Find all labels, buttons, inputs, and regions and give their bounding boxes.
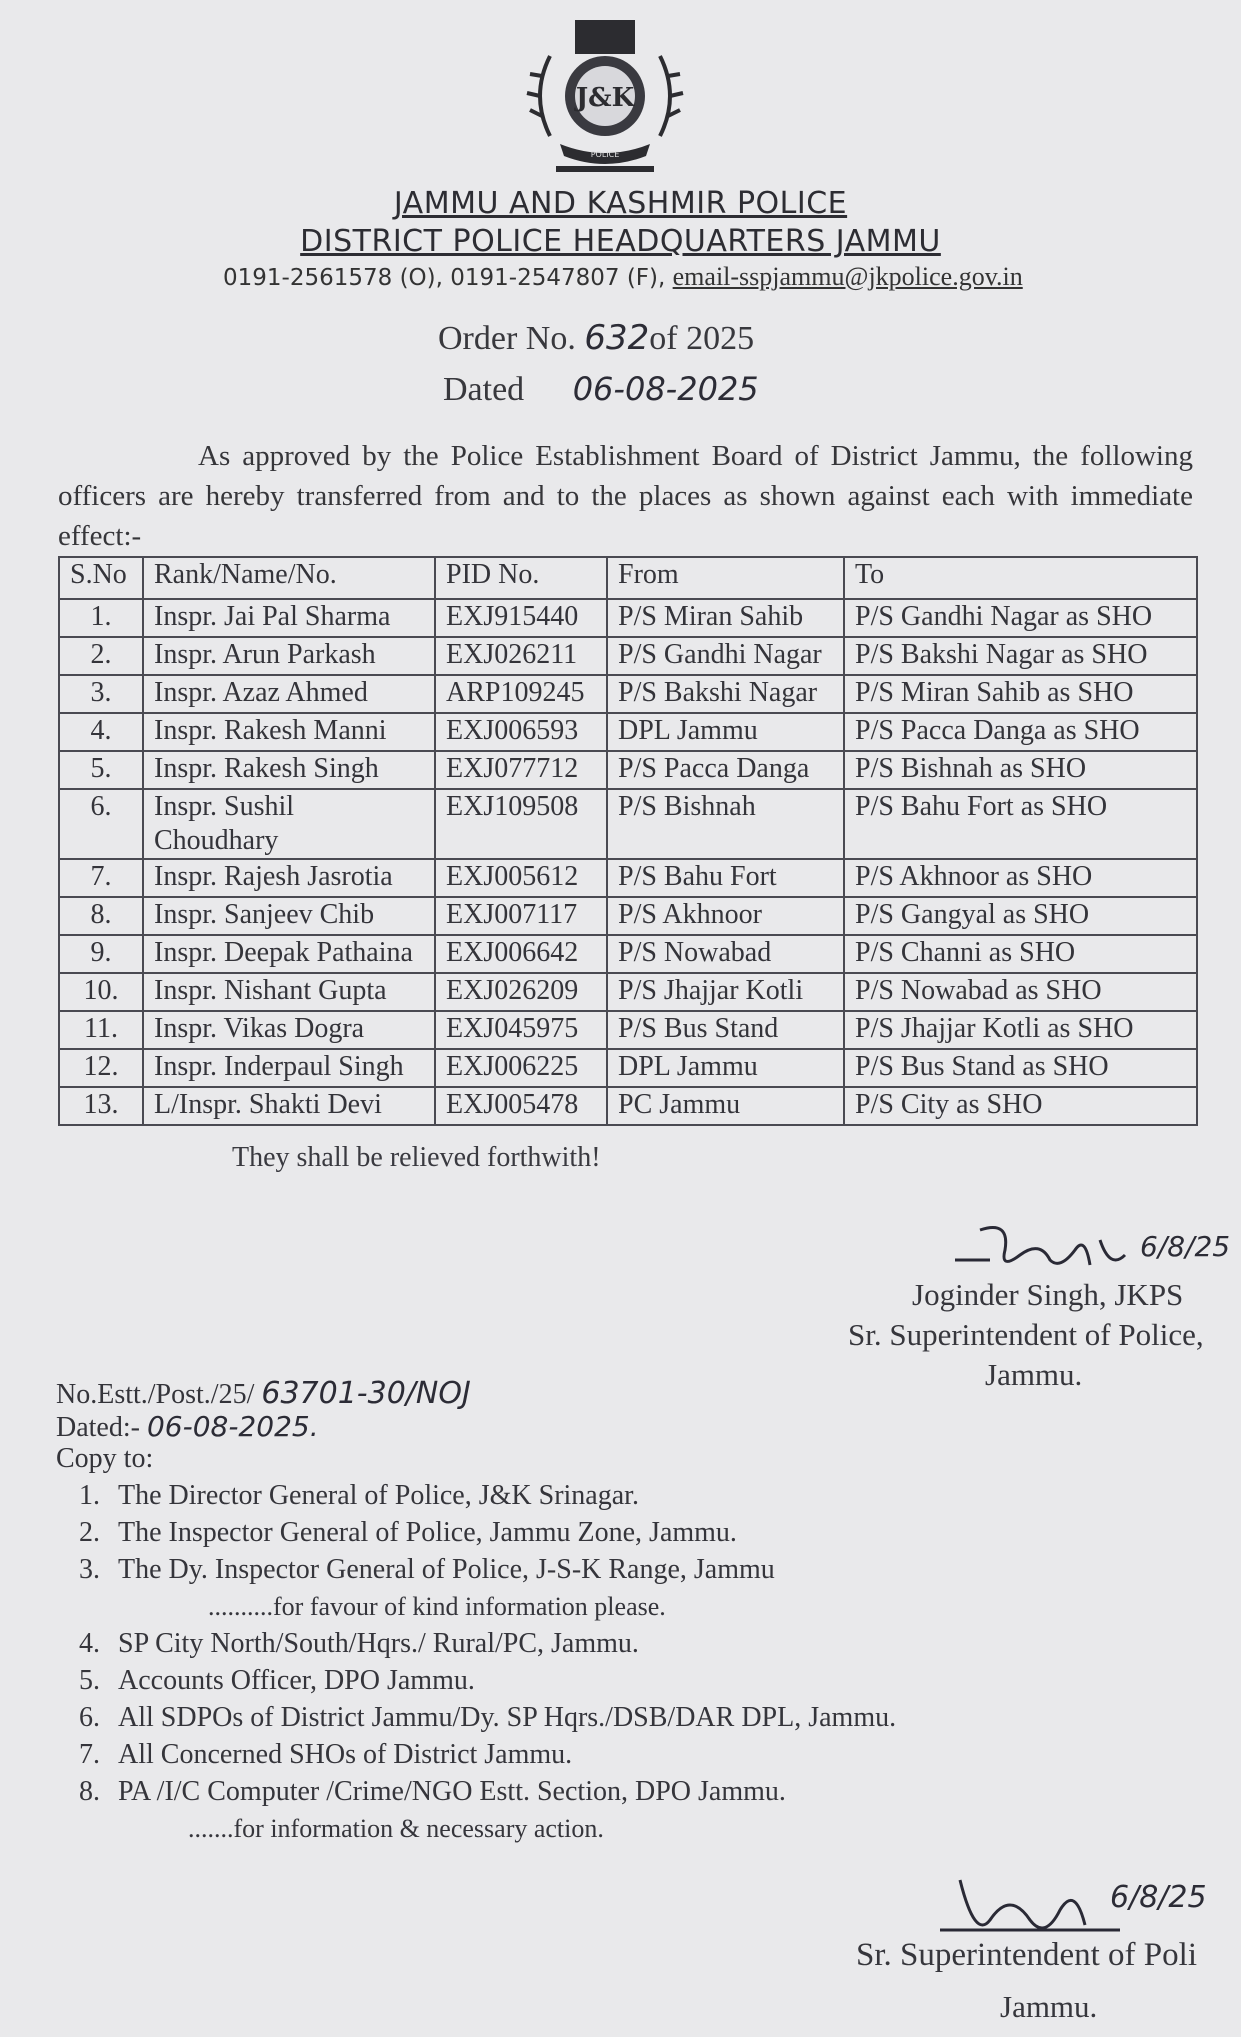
cell-from: P/S Pacca Danga (607, 751, 844, 789)
table-row (59, 713, 1197, 751)
cell-to: P/S Gangyal as SHO (844, 897, 1197, 935)
cell-pid: EXJ026209 (435, 973, 607, 1011)
col-from: From (607, 557, 844, 599)
list-item: 4. SP City North/South/Hqrs./ Rural/PC, Jammu. (79, 1628, 639, 1659)
endorsement-date (56, 1410, 319, 1444)
cell-pid: EXJ005612 (435, 859, 607, 897)
cell-sno: 8. (59, 897, 143, 935)
signatory-2-designation: Sr. Superintendent of Poli (856, 1937, 1197, 1973)
table-header-row (59, 557, 1197, 599)
table-row (59, 859, 1197, 897)
cell-from: DPL Jammu (607, 713, 844, 751)
copy-to-list (58, 1478, 1058, 1848)
cell-to: P/S Bahu Fort as SHO (844, 789, 1197, 859)
dated-label: Dated (443, 371, 525, 408)
cell-from: P/S Miran Sahib (607, 599, 844, 637)
table-row (59, 1087, 1197, 1125)
order-number-line (438, 318, 754, 358)
phone-office: 0191-2561578 (O), (223, 265, 443, 291)
signature-2-date: 6/8/25 (1110, 1880, 1207, 1915)
cell-sno: 5. (59, 751, 143, 789)
contact-line (223, 262, 1023, 292)
col-to: To (844, 557, 1197, 599)
cell-sno: 10. (59, 973, 143, 1011)
signatory-designation: Sr. Superintendent of Police, (848, 1317, 1204, 1352)
cell-name: Inspr. Nishant Gupta (143, 973, 435, 1011)
cell-pid: EXJ006225 (435, 1049, 607, 1087)
list-item: 2. The Inspector General of Police, Jammu Zone, Jammu. (79, 1517, 737, 1548)
order-suffix: of 2025 (649, 320, 755, 357)
order-date: 06-08-2025 (572, 370, 759, 408)
intro-paragraph (58, 436, 1193, 556)
cell-pid: EXJ007117 (435, 897, 607, 935)
cell-sno: 7. (59, 859, 143, 897)
cell-from: P/S Jhajjar Kotli (607, 973, 844, 1011)
relieve-note: They shall be relieved forthwith! (232, 1142, 601, 1173)
cell-to: P/S City as SHO (844, 1087, 1197, 1125)
cell-sno: 11. (59, 1011, 143, 1049)
cell-pid: EXJ006593 (435, 713, 607, 751)
cell-to: P/S Bakshi Nagar as SHO (844, 637, 1197, 675)
endorsement-number (56, 1376, 471, 1411)
list-item: 8. PA /I/C Computer /Crime/NGO Estt. Section, DPO Jammu. (79, 1776, 786, 1807)
cell-from: P/S Akhnoor (607, 897, 844, 935)
svg-text:POLICE: POLICE (590, 150, 620, 159)
list-item: 6. All SDPOs of District Jammu/Dy. SP Hqrs./DSB/DAR DPL, Jammu. (79, 1702, 897, 1733)
cell-to: P/S Bus Stand as SHO (844, 1049, 1197, 1087)
cell-to: P/S Gandhi Nagar as SHO (844, 599, 1197, 637)
office-title: DISTRICT POLICE HEADQUARTERS JAMMU (300, 224, 941, 259)
cell-pid: EXJ045975 (435, 1011, 607, 1049)
cell-pid: EXJ109508 (435, 789, 607, 859)
cell-pid: EXJ077712 (435, 751, 607, 789)
cell-from: P/S Nowabad (607, 935, 844, 973)
copy-note-2: .......for information & necessary action. (188, 1814, 604, 1843)
cell-from: P/S Bahu Fort (607, 859, 844, 897)
cell-name: Inspr. Azaz Ahmed (143, 675, 435, 713)
table-row (59, 897, 1197, 935)
endorsement-no-value: 63701-30/NOJ (261, 1376, 471, 1411)
cell-name: Inspr. Sanjeev Chib (143, 897, 435, 935)
cell-sno: 13. (59, 1087, 143, 1125)
table-row (59, 675, 1197, 713)
transfer-table (58, 556, 1198, 1126)
copy-to-label: Copy to: (56, 1443, 154, 1474)
cell-name: Inspr. Rakesh Singh (143, 751, 435, 789)
jk-police-emblem-icon (520, 16, 690, 174)
svg-text:J&K: J&K (575, 83, 635, 113)
cell-to: P/S Bishnah as SHO (844, 751, 1197, 789)
cell-name: Inspr. Rajesh Jasrotia (143, 859, 435, 897)
table-row (59, 1049, 1197, 1087)
table-row (59, 973, 1197, 1011)
list-item: 1. The Director General of Police, J&K Srinagar. (79, 1480, 639, 1511)
phone-fax: 0191-2547807 (F), (450, 265, 666, 291)
col-pid: PID No. (435, 557, 607, 599)
signatory-name: Joginder Singh, JKPS (912, 1277, 1184, 1312)
cell-to: P/S Jhajjar Kotli as SHO (844, 1011, 1197, 1049)
cell-to: P/S Channi as SHO (844, 935, 1197, 973)
endorsement-dated-value: 06-08-2025. (146, 1410, 319, 1443)
cell-sno: 9. (59, 935, 143, 973)
cell-name: L/Inspr. Shakti Devi (143, 1087, 435, 1125)
table-row (59, 637, 1197, 675)
cell-to: P/S Miran Sahib as SHO (844, 675, 1197, 713)
cell-sno: 6. (59, 789, 143, 859)
list-item: 7. All Concerned SHOs of District Jammu. (79, 1739, 573, 1770)
cell-to: P/S Akhnoor as SHO (844, 859, 1197, 897)
cell-sno: 12. (59, 1049, 143, 1087)
cell-sno: 2. (59, 637, 143, 675)
cell-from: PC Jammu (607, 1087, 844, 1125)
cell-name: Inspr. Inderpaul Singh (143, 1049, 435, 1087)
cell-sno: 3. (59, 675, 143, 713)
table-row (59, 935, 1197, 973)
cell-to: P/S Pacca Danga as SHO (844, 713, 1197, 751)
signatory-2-place: Jammu. (1000, 1989, 1098, 2024)
cell-pid: EXJ026211 (435, 637, 607, 675)
list-item: 5. Accounts Officer, DPO Jammu. (79, 1665, 475, 1696)
cell-pid: ARP109245 (435, 675, 607, 713)
cell-from: P/S Bus Stand (607, 1011, 844, 1049)
table-row (59, 1011, 1197, 1049)
cell-name: Inspr. Rakesh Manni (143, 713, 435, 751)
endorsement-dated-label: Dated:- (56, 1412, 140, 1443)
cell-from: P/S Bishnah (607, 789, 844, 859)
intro-text: As approved by the Police Establishment Board of District Jammu, the following officers are hereby transferred from and to the places as shown against each with immediate effect:- (58, 440, 1193, 552)
signature-1-date: 6/8/25 (1140, 1230, 1231, 1263)
table-row (59, 751, 1197, 789)
cell-from: P/S Gandhi Nagar (607, 637, 844, 675)
cell-name: Inspr. Sushil Choudhary (143, 789, 435, 859)
copy-note-1: ..........for favour of kind information please. (208, 1592, 666, 1621)
signatory-place: Jammu. (985, 1357, 1083, 1392)
cell-from: DPL Jammu (607, 1049, 844, 1087)
cell-to: P/S Nowabad as SHO (844, 973, 1197, 1011)
cell-sno: 1. (59, 599, 143, 637)
order-date-line (443, 370, 759, 409)
cell-name: Inspr. Jai Pal Sharma (143, 599, 435, 637)
cell-sno: 4. (59, 713, 143, 751)
cell-name: Inspr. Vikas Dogra (143, 1011, 435, 1049)
table-row (59, 599, 1197, 637)
cell-name: Inspr. Arun Parkash (143, 637, 435, 675)
cell-pid: EXJ915440 (435, 599, 607, 637)
list-item: 3. The Dy. Inspector General of Police, J-S-K Range, Jammu (79, 1554, 775, 1585)
order-label: Order No. (438, 320, 576, 357)
cell-from: P/S Bakshi Nagar (607, 675, 844, 713)
table-row (59, 789, 1197, 859)
cell-name: Inspr. Deepak Pathaina (143, 935, 435, 973)
cell-pid: EXJ006642 (435, 935, 607, 973)
cell-pid: EXJ005478 (435, 1087, 607, 1125)
email-link[interactable]: email-sspjammu@jkpolice.gov.in (672, 262, 1023, 291)
col-sno: S.No (59, 557, 143, 599)
org-title: JAMMU AND KASHMIR POLICE (393, 186, 848, 221)
col-name: Rank/Name/No. (143, 557, 435, 599)
endorsement-no-label: No.Estt./Post./25/ (56, 1379, 255, 1410)
order-number: 632 (584, 318, 650, 358)
